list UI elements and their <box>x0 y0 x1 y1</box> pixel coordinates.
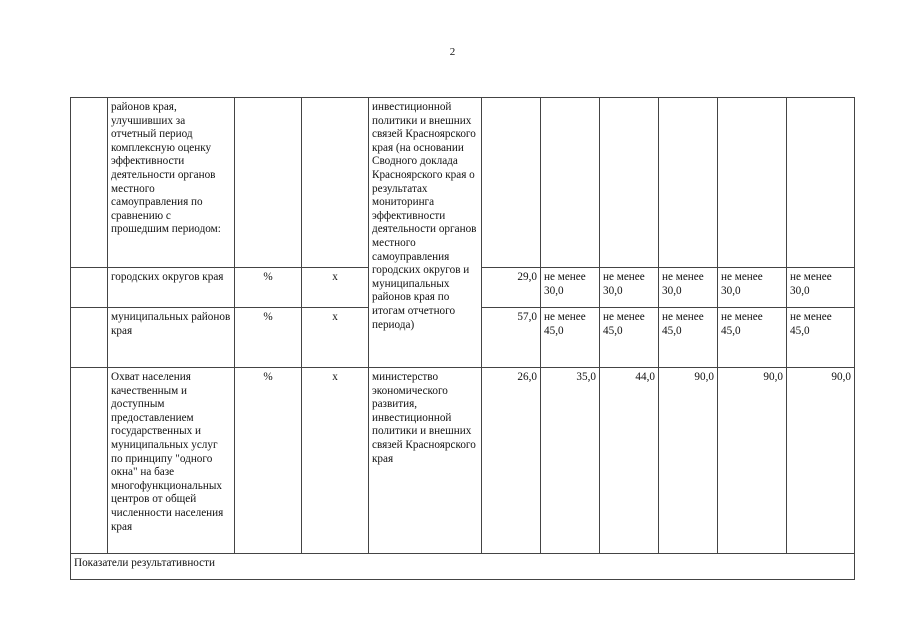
weight-cell: х <box>302 368 369 554</box>
indicator-name-cell: районов края, улучшивших за отчетный период комплексную оценку эффективности деятельности органов местного самоуправления по сравнению с прошедшим периодом: <box>108 98 235 268</box>
value-cell <box>482 98 541 268</box>
value-cell: 29,0 <box>482 268 541 308</box>
indicator-name-cell: городских округов края <box>108 268 235 308</box>
table-row <box>71 98 855 268</box>
weight-cell: х <box>302 308 369 368</box>
value-cell: 57,0 <box>482 308 541 368</box>
value-cell: не менее 30,0 <box>541 268 600 308</box>
row-number-cell <box>71 98 108 268</box>
value-cell: 35,0 <box>541 368 600 554</box>
indicator-name-cell: Охват населения качественным и доступным предоставлением государственных и муниципальных услуг по принципу "одного окна" на базе многофункциональных центров от общей численности населения края <box>108 368 235 554</box>
section-heading: Показатели результативности <box>71 554 855 580</box>
value-cell: 90,0 <box>718 368 787 554</box>
unit-cell: % <box>235 308 302 368</box>
value-cell <box>600 98 659 268</box>
value-cell: не менее 30,0 <box>718 268 787 308</box>
row-number-cell <box>71 308 108 368</box>
row-number-cell <box>71 268 108 308</box>
value-cell <box>718 98 787 268</box>
value-cell: не менее 30,0 <box>600 268 659 308</box>
responsible-cell: инвестиционной политики и внешних связей Красноярского края (на основании Сводного доклада Красноярского края о результатах мониторинга эффективности деятельности органов местного самоуправления городских округов и муниципальных районов края по итогам отчетного периода) <box>369 98 482 368</box>
value-cell: не менее 45,0 <box>787 308 855 368</box>
unit-cell: % <box>235 368 302 554</box>
table-row <box>71 368 855 554</box>
weight-cell: х <box>302 268 369 308</box>
value-cell <box>541 98 600 268</box>
page-number: 2 <box>449 46 456 58</box>
value-cell: 26,0 <box>482 368 541 554</box>
value-cell <box>659 98 718 268</box>
value-cell <box>787 98 855 268</box>
value-cell: 90,0 <box>659 368 718 554</box>
weight-cell <box>302 98 369 268</box>
value-cell: не менее 30,0 <box>787 268 855 308</box>
value-cell: не менее 30,0 <box>659 268 718 308</box>
value-cell: не менее 45,0 <box>541 308 600 368</box>
table-row <box>71 554 855 580</box>
value-cell: не менее 45,0 <box>718 308 787 368</box>
responsible-cell: министерство экономического развития, инвестиционной политики и внешних связей Красноярского края <box>369 368 482 554</box>
value-cell: не менее 45,0 <box>600 308 659 368</box>
unit-cell: % <box>235 268 302 308</box>
indicators-table <box>70 97 855 580</box>
value-cell: 44,0 <box>600 368 659 554</box>
unit-cell <box>235 98 302 268</box>
row-number-cell <box>71 368 108 554</box>
value-cell: не менее 45,0 <box>659 308 718 368</box>
value-cell: 90,0 <box>787 368 855 554</box>
indicator-name-cell: муниципальных районов края <box>108 308 235 368</box>
